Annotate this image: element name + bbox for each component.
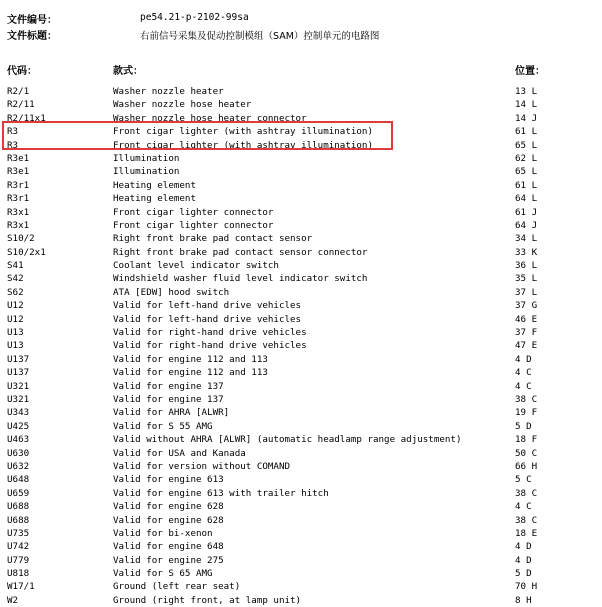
- table-row: [0, 500, 602, 513]
- row-description: Front cigar lighter (with ashtray illumination): [113, 126, 373, 138]
- row-position: 5 C: [515, 474, 532, 486]
- row-code: R2/11: [7, 99, 35, 111]
- row-position: 66 H: [515, 460, 538, 472]
- row-description: Valid for S 55 AMG: [113, 420, 213, 432]
- table-row: [0, 192, 602, 205]
- row-code: U137: [7, 367, 30, 379]
- row-code: W2: [7, 594, 19, 606]
- row-description: Front cigar lighter (with ashtray illumination): [113, 139, 373, 151]
- row-description: Washer nozzle hose heater: [113, 99, 252, 111]
- highlight-box: [2, 121, 393, 150]
- row-description: Valid for S 65 AMG: [113, 568, 213, 580]
- row-position: 14 J: [515, 112, 538, 124]
- row-position: 35 L: [515, 273, 538, 285]
- row-position: 38 C: [515, 514, 538, 526]
- table-row: [0, 259, 602, 272]
- row-position: 37 F: [515, 327, 538, 339]
- row-position: 64 J: [515, 219, 538, 231]
- table-row: [0, 406, 602, 419]
- row-code: U779: [7, 554, 30, 566]
- row-position: 4 C: [515, 380, 532, 392]
- row-code: U659: [7, 487, 30, 499]
- row-description: Valid for engine 112 and 113: [113, 367, 268, 379]
- row-code: S41: [7, 260, 24, 272]
- row-position: 61 L: [515, 126, 538, 138]
- table-row: [0, 580, 602, 593]
- table-row: [0, 594, 602, 607]
- row-code: U648: [7, 474, 30, 486]
- table-row: [0, 527, 602, 540]
- row-description: Valid for left-hand drive vehicles: [113, 300, 302, 312]
- row-position: 34 L: [515, 233, 538, 245]
- table-row: [0, 433, 602, 446]
- row-position: 4 D: [515, 541, 532, 553]
- table-row: [0, 219, 602, 232]
- row-code: W17/1: [7, 581, 35, 593]
- row-code: R3: [7, 139, 19, 151]
- row-position: 37 L: [515, 286, 538, 298]
- row-description: Valid for USA and Kanada: [113, 447, 246, 459]
- row-code: U688: [7, 514, 30, 526]
- row-position: 18 F: [515, 434, 538, 446]
- row-position: 4 C: [515, 367, 532, 379]
- row-code: R3x1: [7, 206, 30, 218]
- row-position: 46 E: [515, 313, 538, 325]
- parts-table: [0, 85, 602, 607]
- row-description: Front cigar lighter connector: [113, 206, 274, 218]
- table-row: [0, 554, 602, 567]
- row-description: Heating element: [113, 179, 196, 191]
- table-row: [0, 460, 602, 473]
- row-description: Valid for engine 613: [113, 474, 224, 486]
- row-position: 33 K: [515, 246, 538, 258]
- row-position: 65 L: [515, 139, 538, 151]
- row-position: 65 L: [515, 166, 538, 178]
- row-position: 4 C: [515, 501, 532, 513]
- row-position: 36 L: [515, 260, 538, 272]
- table-row: [0, 232, 602, 245]
- column-header-description: 款式：: [113, 66, 143, 77]
- row-description: Valid for version without COMAND: [113, 460, 291, 472]
- doc-title-value: 右前信号采集及促动控制模组（SAM）控制单元的电路图: [140, 31, 380, 42]
- table-row: [0, 299, 602, 312]
- table-row: [0, 98, 602, 111]
- row-position: 61 L: [515, 179, 538, 191]
- row-code: R3r1: [7, 193, 30, 205]
- row-code: R3x1: [7, 219, 30, 231]
- row-code: U13: [7, 327, 24, 339]
- row-code: U630: [7, 447, 30, 459]
- table-row: [0, 540, 602, 553]
- row-code: S42: [7, 273, 24, 285]
- table-row: [0, 366, 602, 379]
- table-row: [0, 567, 602, 580]
- row-position: 61 J: [515, 206, 538, 218]
- row-description: Heating element: [113, 193, 196, 205]
- table-row: [0, 206, 602, 219]
- doc-number-label: 文件编号：: [7, 15, 57, 26]
- row-code: S10/2x1: [7, 246, 46, 258]
- row-position: 4 D: [515, 353, 532, 365]
- row-code: R3r1: [7, 179, 30, 191]
- row-position: 70 H: [515, 581, 538, 593]
- row-code: S10/2: [7, 233, 35, 245]
- table-row: [0, 393, 602, 406]
- table-row: [0, 514, 602, 527]
- row-code: U321: [7, 393, 30, 405]
- table-row: [0, 313, 602, 326]
- row-description: Valid for engine 137: [113, 380, 224, 392]
- row-position: 14 L: [515, 99, 538, 111]
- row-description: Valid for right-hand drive vehicles: [113, 327, 307, 339]
- row-description: Valid for engine 628: [113, 514, 224, 526]
- row-position: 13 L: [515, 86, 538, 97]
- table-row: [0, 286, 602, 299]
- row-code: U735: [7, 527, 30, 539]
- row-code: U632: [7, 460, 30, 472]
- row-description: Illumination: [113, 152, 180, 164]
- row-code: U425: [7, 420, 30, 432]
- row-description: ATA [EDW] hood switch: [113, 286, 230, 298]
- row-position: 62 L: [515, 152, 538, 164]
- column-header-position: 位置：: [515, 66, 545, 77]
- row-description: Valid for engine 112 and 113: [113, 353, 268, 365]
- row-description: Valid for engine 275: [113, 554, 224, 566]
- table-row: [0, 447, 602, 460]
- row-description: Windshield washer fluid level indicator switch: [113, 273, 368, 285]
- row-position: 19 F: [515, 407, 538, 419]
- table-row: [0, 473, 602, 486]
- row-code: U12: [7, 300, 24, 312]
- row-code: U463: [7, 434, 30, 446]
- row-description: Coolant level indicator switch: [113, 260, 279, 272]
- row-description: Valid for engine 613 with trailer hitch: [113, 487, 329, 499]
- row-code: U137: [7, 353, 30, 365]
- table-row: [0, 246, 602, 259]
- row-position: 64 L: [515, 193, 538, 205]
- column-header-code: 代码：: [7, 66, 37, 77]
- row-code: U343: [7, 407, 30, 419]
- row-description: Right front brake pad contact sensor: [113, 233, 313, 245]
- table-row: [0, 326, 602, 339]
- row-description: Valid for left-hand drive vehicles: [113, 313, 302, 325]
- row-description: Washer nozzle heater: [113, 86, 224, 97]
- row-code: U688: [7, 501, 30, 513]
- row-description: Valid for engine 648: [113, 541, 224, 553]
- row-code: U12: [7, 313, 24, 325]
- doc-title-label: 文件标题：: [7, 31, 57, 42]
- row-description: Valid for engine 628: [113, 501, 224, 513]
- row-position: 4 D: [515, 554, 532, 566]
- row-description: Valid without AHRA [ALWR] (automatic headlamp range adjustment): [113, 434, 462, 446]
- row-position: 5 D: [515, 420, 532, 432]
- row-code: U321: [7, 380, 30, 392]
- row-description: Valid for right-hand drive vehicles: [113, 340, 307, 352]
- row-description: Valid for AHRA [ALWR]: [113, 407, 230, 419]
- table-row: [0, 487, 602, 500]
- table-row: [0, 85, 602, 98]
- table-row: [0, 339, 602, 352]
- row-description: Ground (left rear seat): [113, 581, 241, 593]
- table-row: [0, 353, 602, 366]
- row-code: R3: [7, 126, 19, 138]
- row-description: Illumination: [113, 166, 180, 178]
- row-description: Valid for engine 137: [113, 393, 224, 405]
- row-position: 38 C: [515, 393, 538, 405]
- row-code: U742: [7, 541, 30, 553]
- row-code: U13: [7, 340, 24, 352]
- doc-number-value: pe54.21-p-2102-99sa: [140, 12, 249, 23]
- table-row: [0, 165, 602, 178]
- row-position: 38 C: [515, 487, 538, 499]
- row-code: U818: [7, 568, 30, 580]
- table-row: [0, 179, 602, 192]
- row-code: R2/1: [7, 86, 30, 97]
- table-row: [0, 152, 602, 165]
- row-position: 5 D: [515, 568, 532, 580]
- row-position: 18 E: [515, 527, 538, 539]
- table-row: [0, 380, 602, 393]
- row-code: R3e1: [7, 152, 30, 164]
- row-description: Valid for bi-xenon: [113, 527, 213, 539]
- row-code: R3e1: [7, 166, 30, 178]
- row-code: R2/11x1: [7, 112, 46, 124]
- row-description: Front cigar lighter connector: [113, 219, 274, 231]
- row-code: S62: [7, 286, 24, 298]
- row-description: Right front brake pad contact sensor connector: [113, 246, 368, 258]
- row-description: Washer nozzle hose heater connector: [113, 112, 307, 124]
- row-position: 47 E: [515, 340, 538, 352]
- row-description: Ground (right front, at lamp unit): [113, 594, 302, 606]
- table-row: [0, 420, 602, 433]
- row-position: 37 G: [515, 300, 538, 312]
- row-position: 50 C: [515, 447, 538, 459]
- row-position: 8 H: [515, 594, 532, 606]
- table-row: [0, 272, 602, 285]
